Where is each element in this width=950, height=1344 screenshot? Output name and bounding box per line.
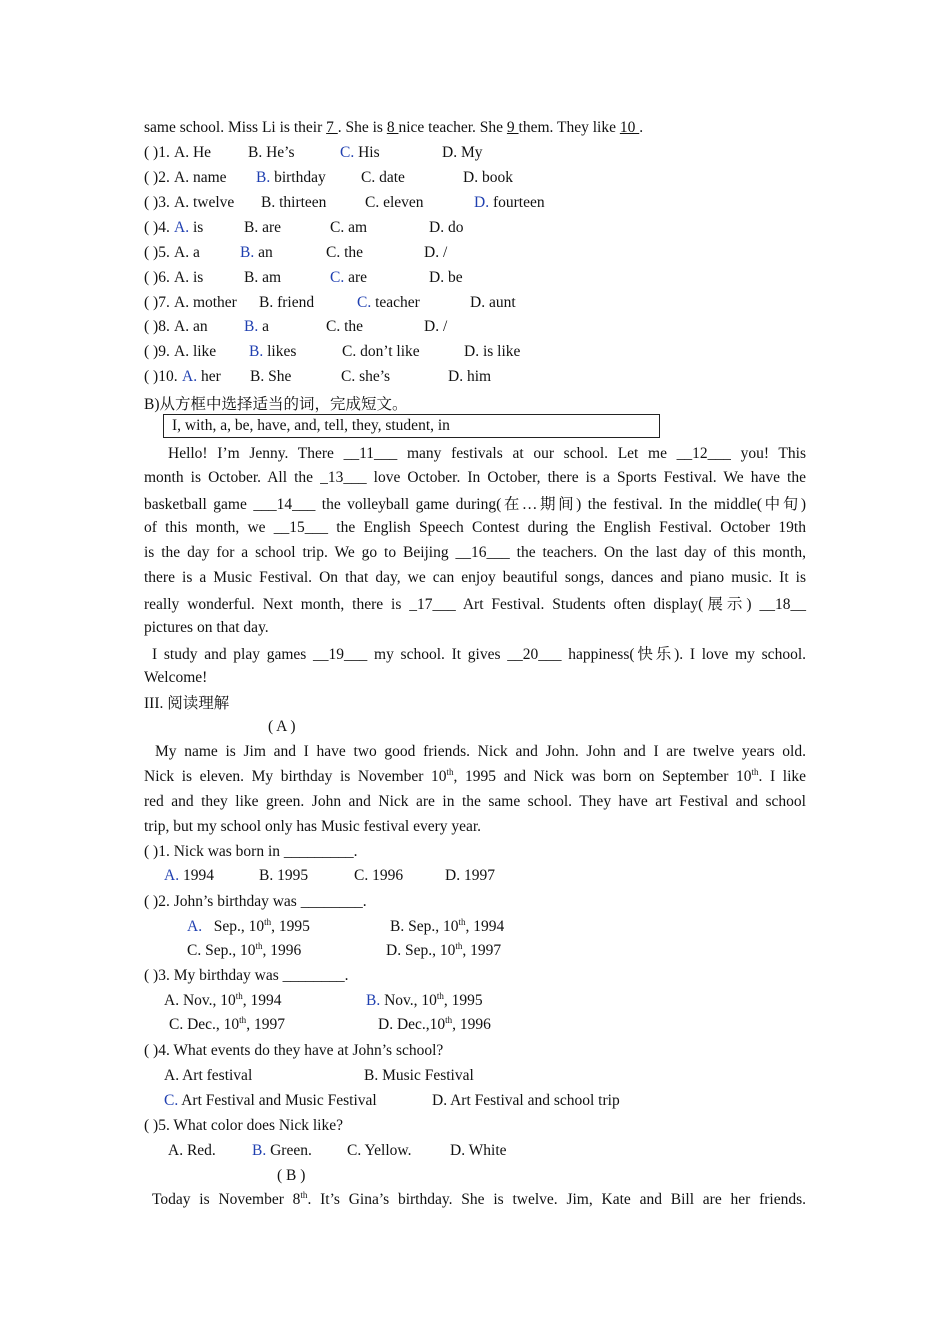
section-b-line-6: there is a Music Festival. On that day, we can enjoy beautiful songs, dances and piano music. It is xyxy=(144,569,806,586)
superscript: th xyxy=(239,1014,247,1025)
question-number xyxy=(144,218,170,238)
option-d xyxy=(474,193,545,213)
question-number xyxy=(144,342,170,362)
option-c xyxy=(330,218,367,238)
option-text: A. mother xyxy=(174,294,237,311)
option-text: B. thirteen xyxy=(261,194,327,211)
option-text: A. Red. xyxy=(168,1142,216,1159)
option-text: D. is like xyxy=(464,343,521,360)
option-text: D. 1997 xyxy=(445,867,495,884)
superscript: th xyxy=(445,1014,453,1025)
option-text: D. Art Festival and school trip xyxy=(432,1092,620,1109)
question-stem: ( )3. My birthday was ________. xyxy=(144,967,349,984)
option-b xyxy=(244,218,281,238)
text: . I like xyxy=(758,768,807,785)
option-a xyxy=(174,342,216,362)
superscript: th xyxy=(751,766,759,777)
option-a xyxy=(174,218,203,238)
answer-key-letter: A. xyxy=(164,867,180,884)
section-b-line-1: Hello! I’m Jenny. There __11___ many festivals at our school. Let me __12___ you! This xyxy=(168,445,806,462)
answer-option xyxy=(450,1141,507,1161)
question-number xyxy=(144,268,170,288)
option-text: His xyxy=(354,144,380,161)
option-text: C. am xyxy=(330,219,368,236)
option-d xyxy=(429,268,463,288)
part-b-label: ( B ) xyxy=(277,1167,306,1184)
answer-option xyxy=(164,866,214,886)
answer-option xyxy=(354,866,403,886)
option-text: Art Festival and Music Festival xyxy=(178,1092,377,1109)
answer-option xyxy=(164,1091,377,1111)
question-number xyxy=(144,317,170,337)
option-text: D. Dec.,10 xyxy=(378,1016,446,1033)
text: Today is November 8 xyxy=(152,1191,301,1208)
option-b xyxy=(259,293,314,313)
section-b-line-2: month is October. All the _13___ love October. In October, there is a Sports Festival. We have the xyxy=(144,469,806,486)
option-text: , 1994 xyxy=(465,918,505,935)
question-number xyxy=(144,243,170,263)
superscript: th xyxy=(255,940,263,951)
option-text: ( )3. xyxy=(144,194,170,211)
option-d xyxy=(448,367,491,387)
option-text: A. Nov., 10 xyxy=(164,992,236,1009)
passage-top-line xyxy=(144,118,643,138)
answer-option xyxy=(259,866,308,886)
option-text: D. / xyxy=(424,244,448,261)
option-a xyxy=(174,168,227,188)
superscript: th xyxy=(455,940,463,951)
option-b xyxy=(261,193,326,213)
option-b xyxy=(249,342,296,362)
question-stem: ( )2. John’s birthday was ________. xyxy=(144,893,367,910)
option-text: an xyxy=(254,244,273,261)
answer-key-letter: C. xyxy=(330,269,345,286)
option-text: B. She xyxy=(250,368,292,385)
option-c xyxy=(341,367,390,387)
option-text: , 1997 xyxy=(246,1016,285,1033)
option-text: birthday xyxy=(270,169,326,186)
section-b-line-9: I study and play games __19___ my school. It gives __20___ happiness(快乐). I love my school. xyxy=(152,646,806,663)
superscript: th xyxy=(300,1189,308,1200)
option-c xyxy=(340,143,380,163)
option-text: D. My xyxy=(442,144,483,161)
answer-key-letter: B. xyxy=(256,169,271,186)
option-text: D. him xyxy=(448,368,492,385)
option-b xyxy=(256,168,326,188)
superscript: th xyxy=(264,916,272,927)
text: . It’s Gina’s birthday. She is twelve. Jim, Kate and Bill are her friends. xyxy=(307,1191,807,1208)
option-a xyxy=(182,367,221,387)
option-text: A. like xyxy=(174,343,217,360)
answer-key-letter: B. xyxy=(240,244,255,261)
passage-a-line-2 xyxy=(144,767,806,787)
text: . xyxy=(639,119,644,136)
option-text: C. date xyxy=(361,169,405,186)
option-text: D. be xyxy=(429,269,463,286)
superscript: th xyxy=(458,916,466,927)
answer-key-letter: C. xyxy=(340,144,355,161)
answer-option xyxy=(169,1015,285,1035)
text: Nick is eleven. My birthday is November 10 xyxy=(144,768,447,785)
option-text: B. He’s xyxy=(248,144,295,161)
question-number xyxy=(144,193,170,213)
option-c xyxy=(326,243,363,263)
option-c xyxy=(361,168,405,188)
option-text: , 1996 xyxy=(452,1016,491,1033)
answer-key-letter: B. xyxy=(366,992,381,1009)
word-box-text: I, with, a, be, have, and, tell, they, student, in xyxy=(172,417,450,434)
option-text: D. White xyxy=(450,1142,507,1159)
superscript: th xyxy=(235,990,243,1001)
answer-option xyxy=(366,991,483,1011)
option-text: teacher xyxy=(371,294,420,311)
option-text: C. Sep., 10 xyxy=(187,942,256,959)
passage-a-line-1: My name is Jim and I have two good friends. Nick and John. John and I are twelve years old. xyxy=(155,743,806,760)
option-text: , 1997 xyxy=(462,942,502,959)
option-text: , 1995 xyxy=(271,918,310,935)
option-text: D. book xyxy=(463,169,513,186)
answer-option xyxy=(432,1091,620,1111)
part-a-label: ( A ) xyxy=(268,718,296,735)
option-text: her xyxy=(197,368,221,385)
option-text: are xyxy=(344,269,368,286)
option-text: C. the xyxy=(326,244,364,261)
option-text: A. name xyxy=(174,169,227,186)
question-stem: ( )5. What color does Nick like? xyxy=(144,1117,343,1134)
option-text: C. don’t like xyxy=(342,343,420,360)
option-text: ( )7. xyxy=(144,294,170,311)
answer-key-letter: B. xyxy=(244,318,259,335)
option-a xyxy=(174,317,208,337)
answer-option xyxy=(378,1015,491,1035)
option-text: ( )4. xyxy=(144,219,170,236)
option-text: , 1995 xyxy=(443,992,483,1009)
option-text: a xyxy=(258,318,269,335)
passage-b-line-1 xyxy=(152,1190,806,1210)
option-text: D. aunt xyxy=(470,294,516,311)
option-text: A. He xyxy=(174,144,212,161)
blank-10: 10 xyxy=(619,119,640,136)
option-text: ( )2. xyxy=(144,169,170,186)
text: nice teacher. She xyxy=(398,119,507,136)
section-b-line-7: really wonderful. Next month, there is _17___ Art Festival. Students often display(展示) __18__ xyxy=(144,596,806,613)
option-b xyxy=(248,143,295,163)
option-b xyxy=(240,243,273,263)
option-d xyxy=(424,243,447,263)
option-text: , 1996 xyxy=(262,942,302,959)
option-text: ( )6. xyxy=(144,269,170,286)
option-text: Green. xyxy=(266,1142,312,1159)
option-a xyxy=(174,243,200,263)
answer-key-letter: B. xyxy=(252,1142,267,1159)
option-text: D. Sep., 10 xyxy=(386,942,456,959)
section-b-line-3: basketball game ___14___ the volleyball game during(在…期间) the festival. In the middle(中旬) xyxy=(144,496,806,513)
section-b-line-8: pictures on that day. xyxy=(144,619,269,636)
option-text: C. Dec., 10 xyxy=(169,1016,240,1033)
option-a xyxy=(174,143,211,163)
section-b-line-5: is the day for a school trip. We go to Beijing __16___ the teachers. On the last day of this month, xyxy=(144,544,806,561)
answer-option xyxy=(445,866,495,886)
option-a xyxy=(174,268,203,288)
word-box xyxy=(163,414,660,438)
answer-key-letter: A. xyxy=(187,918,203,935)
answer-option xyxy=(168,1141,216,1161)
option-d xyxy=(429,218,463,238)
option-b xyxy=(250,367,291,387)
option-d xyxy=(463,168,513,188)
option-a xyxy=(174,193,234,213)
answer-key-letter: D. xyxy=(474,194,490,211)
blank-7: 7 xyxy=(326,119,338,136)
option-text: A. an xyxy=(174,318,208,335)
option-text: D. do xyxy=(429,219,464,236)
option-text: A. twelve xyxy=(174,194,235,211)
superscript: th xyxy=(446,766,454,777)
question-number xyxy=(144,293,170,313)
option-text: 1994 xyxy=(179,867,214,884)
answer-key-letter: A. xyxy=(182,368,198,385)
answer-option xyxy=(347,1141,411,1161)
question-number xyxy=(144,168,170,188)
question-number xyxy=(144,143,170,163)
option-text: B. am xyxy=(244,269,282,286)
option-text: B. 1995 xyxy=(259,867,309,884)
option-text: C. Yellow. xyxy=(347,1142,412,1159)
answer-key-letter: C. xyxy=(164,1092,179,1109)
option-text: C. the xyxy=(326,318,364,335)
option-d xyxy=(442,143,482,163)
option-text: D. / xyxy=(424,318,448,335)
answer-option xyxy=(386,941,501,961)
question-number xyxy=(144,367,178,387)
passage-a-line-3: red and they like green. John and Nick are in the same school. They have art Festival and school xyxy=(144,793,806,810)
option-text: ( )8. xyxy=(144,318,170,335)
question-stem: ( )1. Nick was born in _________. xyxy=(144,843,358,860)
section-b-line-4: of this month, we __15___ the English Speech Contest during the English Festival. October 19th xyxy=(144,519,806,536)
option-text: Nov., 10 xyxy=(380,992,437,1009)
text: . She is xyxy=(337,119,387,136)
option-text: Sep., 10 xyxy=(202,918,265,935)
option-c xyxy=(342,342,420,362)
option-text: fourteen xyxy=(489,194,545,211)
answer-option xyxy=(252,1141,312,1161)
option-text: is xyxy=(189,219,204,236)
option-text: C. 1996 xyxy=(354,867,404,884)
answer-option xyxy=(390,917,504,937)
option-c xyxy=(326,317,363,337)
option-text: B. are xyxy=(244,219,282,236)
option-a xyxy=(174,293,237,313)
option-text: A. a xyxy=(174,244,200,261)
text: , 1995 and Nick was born on September 10 xyxy=(453,768,752,785)
passage-a-line-4: trip, but my school only has Music festival every year. xyxy=(144,818,482,835)
option-c xyxy=(357,293,420,313)
text: same school. Miss Li is their xyxy=(144,119,327,136)
blank-8: 8 xyxy=(386,119,399,136)
option-text: ( )5. xyxy=(144,244,170,261)
text: them. They like xyxy=(518,119,620,136)
reading-heading: III. 阅读理解 xyxy=(144,695,230,712)
answer-option xyxy=(164,991,282,1011)
answer-option xyxy=(187,917,310,937)
option-text: A. Art festival xyxy=(164,1067,253,1084)
option-c xyxy=(365,193,424,213)
option-text: likes xyxy=(263,343,297,360)
option-text: C. eleven xyxy=(365,194,424,211)
section-b-heading: B)从方框中选择适当的词，完成短文。 xyxy=(144,396,408,413)
question-stem: ( )4. What events do they have at John’s school? xyxy=(144,1042,444,1059)
option-text: ( )1. xyxy=(144,144,170,161)
section-b-line-10: Welcome! xyxy=(144,669,208,686)
answer-key-letter: A. xyxy=(174,219,190,236)
option-d xyxy=(470,293,516,313)
answer-option xyxy=(364,1066,474,1086)
option-text: B. Music Festival xyxy=(364,1067,474,1084)
superscript: th xyxy=(436,990,444,1001)
option-text: B. friend xyxy=(259,294,315,311)
option-text: ( )9. xyxy=(144,343,170,360)
option-text: B. Sep., 10 xyxy=(390,918,459,935)
option-text: A. is xyxy=(174,269,204,286)
answer-option xyxy=(164,1066,252,1086)
option-c xyxy=(330,268,367,288)
option-text: , 1994 xyxy=(242,992,282,1009)
blank-9: 9 xyxy=(506,119,519,136)
answer-key-letter: C. xyxy=(357,294,372,311)
answer-key-letter: B. xyxy=(249,343,264,360)
option-d xyxy=(424,317,447,337)
answer-option xyxy=(187,941,301,961)
option-b xyxy=(244,317,269,337)
option-text: C. she’s xyxy=(341,368,391,385)
option-d xyxy=(464,342,520,362)
option-b xyxy=(244,268,281,288)
option-text: ( )10. xyxy=(144,368,178,385)
